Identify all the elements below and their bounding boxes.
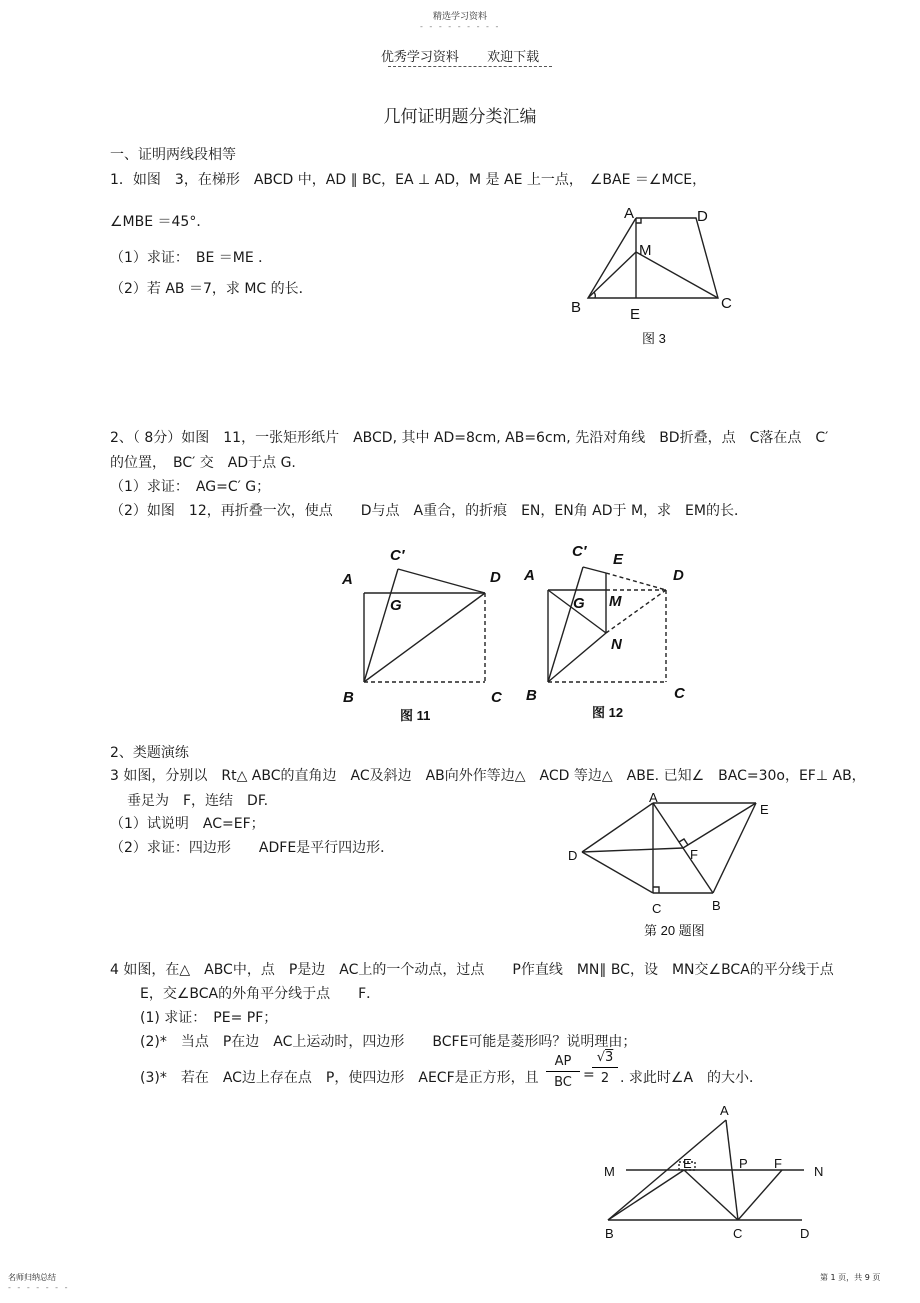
header-divider <box>388 66 552 67</box>
fig11-label-cprime: C′ <box>390 547 405 564</box>
fig4-label-p: P <box>739 1156 748 1171</box>
section2-heading: 2、类题演练 <box>110 745 189 761</box>
fig11-label-g: G <box>390 597 402 614</box>
p4-q2: (2)* 当点 P在边 AC上运动时，四边形 BCFE可能是菱形吗？说明理由； <box>140 1034 637 1050</box>
segment-ec <box>684 1170 738 1220</box>
p4-q1: (1) 求证： PE= PF； <box>140 1010 278 1026</box>
p3-q2: （2）求证：四边形 ADFE是平行四边形． <box>110 840 395 856</box>
figure-12-caption: 图 12 <box>592 705 624 720</box>
p2-q1: （1）求证： AG=C′ G； <box>110 479 271 495</box>
label-e: E <box>630 306 641 323</box>
fig12-label-cprime: C′ <box>572 543 587 560</box>
p2-q2: （2）如图 12，再折叠一次，使点 D与点 A重合，的折痕 EN，EN角 AD于 M，求 EM的长． <box>110 503 748 519</box>
figure-p4 <box>598 1098 838 1248</box>
label-a: A <box>624 205 635 222</box>
sqrt-radical-icon: √ <box>596 1050 605 1065</box>
fig4-label-d: D <box>800 1226 810 1241</box>
figure-12 <box>548 567 666 682</box>
fig4-label-m: M <box>604 1164 615 1179</box>
fraction-sqrt3-over-2 <box>592 1050 618 1086</box>
footer-left: 名师归纳总结 <box>8 1273 56 1282</box>
figure-11-caption: 图 11 <box>400 708 431 723</box>
sub-header-left: 优秀学习资料 <box>380 50 459 65</box>
right-angle-c <box>653 887 659 893</box>
p4-line1: 4 如图，在△ ABC中，点 P是边 AC上的一个动点，过点 P作直线 MN∥ BC，设 MN交∠BCA的平分线于点 <box>110 962 834 978</box>
segment-be <box>608 1170 684 1220</box>
sub-header-right: 欢迎下载 <box>487 50 540 65</box>
fraction-ap-bc <box>546 1054 580 1090</box>
right-angle-mark <box>636 218 641 223</box>
figure-20 <box>562 790 787 942</box>
fig4-label-c: C <box>733 1226 743 1241</box>
p3-line2: 垂足为 F，连结 DF. <box>127 793 269 809</box>
fig4-label-f: F <box>774 1156 782 1171</box>
top-header-dots: - - - - - - - - - <box>420 22 501 31</box>
fig11-label-a: A <box>342 571 353 588</box>
equals-sign: = <box>583 1067 595 1083</box>
fig12-label-g: G <box>573 595 585 612</box>
fig4-label-e: E <box>683 1156 692 1171</box>
p4-q3-before: (3)* 若在 AC边上存在点 P，使四边形 AECF是正方形，且 <box>140 1070 539 1086</box>
fig12-label-c: C <box>674 685 685 702</box>
angle-mark-b <box>594 292 595 298</box>
label-b: B <box>571 299 582 316</box>
label-m: M <box>639 242 652 259</box>
fig11-label-c: C <box>491 689 502 706</box>
p1-q1: （1）求证： BE ＝ME ． <box>110 250 273 266</box>
fig12-label-n: N <box>611 636 622 653</box>
p3-q1: （1）试说明 AC=EF； <box>110 816 265 832</box>
fig20-label-a: A <box>649 790 658 805</box>
p4-q3-after: . 求此时∠A 的大小． <box>620 1070 764 1086</box>
footer-page-number: 第 1 页，共 9 页 <box>820 1273 881 1282</box>
segment-dc <box>582 852 653 893</box>
sub-header <box>0 46 920 65</box>
label-d: D <box>697 208 708 225</box>
p2-line2: 的位置， BC′ 交 AD于点 G. <box>110 455 296 471</box>
fig20-label-e: E <box>760 802 769 817</box>
sqrt-radicand: 3 <box>605 1050 614 1065</box>
fig12-label-b: B <box>526 687 537 704</box>
trapezoid-abcd <box>588 218 718 298</box>
fig4-label-b: B <box>605 1226 614 1241</box>
fig11-label-d: D <box>490 569 501 586</box>
label-c: C <box>721 295 732 312</box>
figure-11 <box>364 569 485 682</box>
fig12-label-d: D <box>673 567 684 584</box>
top-header-label: 精选学习资料 <box>432 12 487 22</box>
footer-left-dots: - - - - - - - <box>8 1283 70 1292</box>
figure-11-12 <box>335 538 710 728</box>
fig4-label-a: A <box>720 1103 729 1118</box>
section1-heading: 一、证明两线段相等 <box>110 147 236 163</box>
fig20-label-d: D <box>568 848 578 863</box>
segment-cf <box>738 1170 782 1220</box>
page-title: 几何证明题分类汇编 <box>383 107 537 127</box>
figure-3-caption: 图 3 <box>642 331 666 346</box>
fig12-label-a: A <box>524 567 535 584</box>
p1-line2: ∠MBE ＝45°． <box>110 214 211 230</box>
fig11-label-b: B <box>343 689 354 706</box>
fig12-label-m: M <box>609 593 622 610</box>
p3-line1: 3 如图，分别以 Rt△ ABC的直角边 AC及斜边 AB向外作等边△ ACD 等边△ ABE. 已知∠ BAC=30o，EF⊥ AB， <box>110 768 866 784</box>
fig20-label-b: B <box>712 898 721 913</box>
fraction-denominator: BC <box>554 1075 572 1090</box>
p2-line1: 2、（ 8分）如图 11，一张矩形纸片 ABCD, 其中 AD=8cm, AB=6cm, 先沿对角线 BD折叠，点 C落在点 C′ <box>110 430 829 446</box>
sqrt-fraction-denominator: 2 <box>600 1071 610 1086</box>
segment-df <box>582 848 683 852</box>
figure-3 <box>560 198 760 353</box>
segment-da <box>582 803 653 852</box>
fig20-label-f: F <box>690 847 698 862</box>
fraction-numerator: AP <box>546 1054 580 1072</box>
p4-line2: E，交∠BCA的外角平分线于点 F． <box>140 986 381 1002</box>
fig12-label-e: E <box>613 551 624 568</box>
p1-line1: 1．如图 3，在梯形 ABCD 中，AD ∥ BC，EA ⊥ AD，M 是 AE 上一点， ∠BAE ＝∠MCE， <box>110 172 707 188</box>
fig20-label-c: C <box>652 901 662 916</box>
fig4-label-n: N <box>814 1164 824 1179</box>
figure-20-caption: 第 20 题图 <box>644 923 705 938</box>
p1-q2: （2）若 AB ＝7，求 MC 的长． <box>110 281 313 297</box>
